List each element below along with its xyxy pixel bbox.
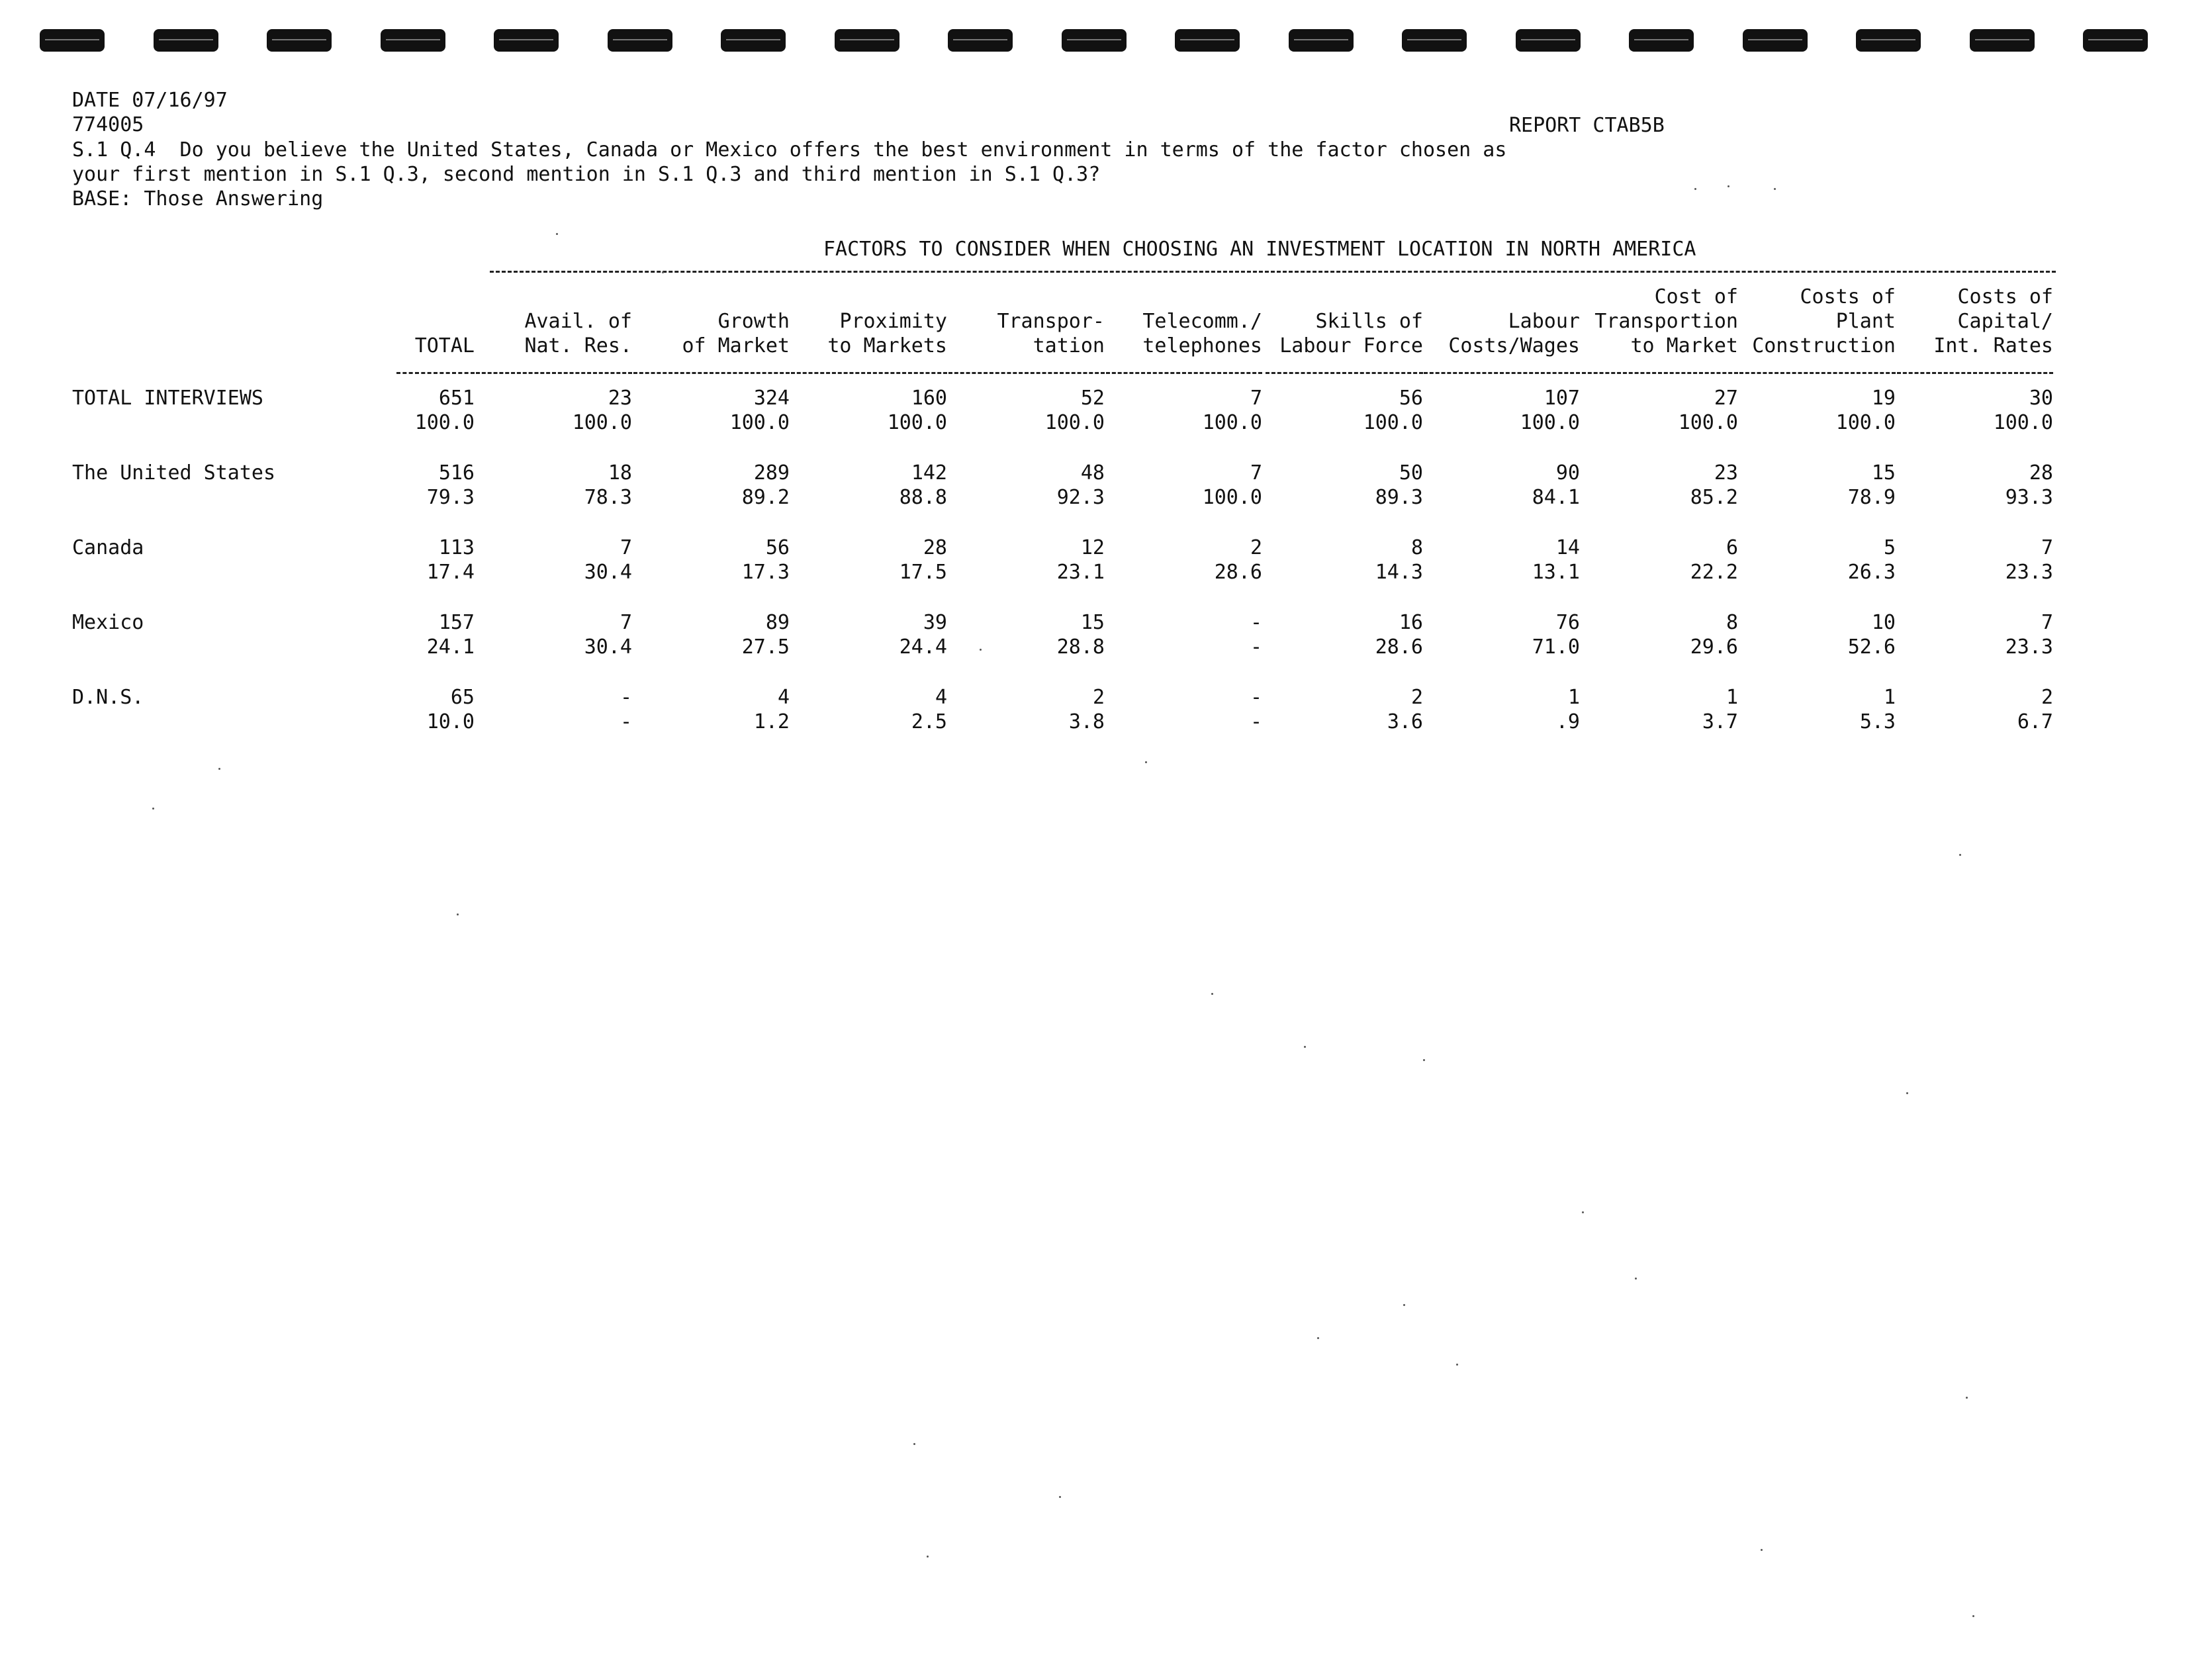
scan-speck [1456,1364,1458,1366]
percent-cell: 14.3 [1375,561,1423,584]
column-rule [1266,372,1423,374]
column-header-11-line2: Capital/ [1957,310,2053,333]
column-header-5-line2: Transpor- [997,310,1105,333]
percent-cell: 24.4 [899,635,947,659]
percent-cell: 13.1 [1532,561,1580,584]
count-cell: 107 [1544,387,1580,410]
punch-hole [1289,29,1354,52]
percent-cell: 10.0 [426,710,475,733]
punch-hole [1629,29,1694,52]
percent-cell: 100.0 [1520,411,1580,434]
question-line-2: your first mention in S.1 Q.3, second mention in S.1 Q.3 and third mention in S.1 Q.3? [72,163,1101,186]
percent-cell: 52.6 [1847,635,1896,659]
count-cell: 157 [438,611,475,634]
punch-hole [721,29,786,52]
count-cell: 56 [765,536,790,559]
percent-cell: 26.3 [1847,561,1896,584]
punch-hole [381,29,445,52]
column-rule [396,372,475,374]
count-cell: 52 [1080,387,1105,410]
scan-speck [1959,854,1961,856]
count-cell: 7 [2041,536,2053,559]
count-cell: 516 [438,461,475,485]
count-cell: 15 [1871,461,1896,485]
column-header-3-line2: Growth [717,310,790,333]
percent-cell: 30.4 [584,635,632,659]
percent-cell: 3.6 [1387,710,1423,733]
count-cell: 7 [1250,387,1262,410]
count-cell: 89 [765,611,790,634]
column-header-4-line2: Proximity [839,310,947,333]
punch-hole [2083,29,2148,52]
punch-hole [154,29,218,52]
count-cell: 160 [911,387,947,410]
percent-cell: 28.6 [1375,635,1423,659]
column-header-7-line3: Labour Force [1279,334,1423,357]
scan-speck [457,913,459,915]
row-label: Canada [72,536,144,559]
row-label: Mexico [72,611,144,634]
count-cell: 2 [1092,686,1105,709]
punch-hole [948,29,1013,52]
count-cell: 7 [2041,611,2053,634]
count-cell: 1 [1883,686,1896,709]
scan-speck [1145,761,1147,763]
scan-speck [556,233,558,235]
percent-cell: 84.1 [1532,486,1580,509]
percent-cell: 24.1 [426,635,475,659]
scan-speck [1728,185,1729,187]
punch-hole [1743,29,1808,52]
count-cell: 324 [753,387,790,410]
column-header-10-line1: Costs of [1800,285,1896,308]
percent-cell: 23.3 [2005,635,2053,659]
percent-cell: 89.2 [741,486,790,509]
percent-cell: 28.6 [1214,561,1262,584]
column-header-7-line2: Skills of [1315,310,1423,333]
count-cell: 8 [1726,611,1738,634]
row-label: D.N.S. [72,686,144,709]
count-cell: 14 [1555,536,1580,559]
column-header-6-line3: telephones [1142,334,1262,357]
question-line-1: S.1 Q.4 Do you believe the United States, Canada or Mexico offers the best environment in terms of the factor chosen as [72,138,1507,162]
percent-cell: 17.5 [899,561,947,584]
scan-speck [1694,188,1696,190]
scan-speck [218,768,220,770]
percent-cell: 23.3 [2005,561,2053,584]
punch-hole [1062,29,1127,52]
scan-speck [1635,1278,1637,1280]
punch-hole [1856,29,1921,52]
percent-cell: 71.0 [1532,635,1580,659]
percent-cell: 23.1 [1056,561,1105,584]
job-number: 774005 [72,113,144,136]
punch-hole [40,29,105,52]
percent-cell: 100.0 [1363,411,1423,434]
count-cell: 56 [1399,387,1423,410]
percent-cell: 22.2 [1690,561,1738,584]
percent-cell: 93.3 [2005,486,2053,509]
count-cell: 113 [438,536,475,559]
percent-cell: 100.0 [1835,411,1896,434]
percent-cell: 27.5 [741,635,790,659]
scan-speck [1423,1059,1425,1061]
percent-cell: 1.2 [753,710,790,733]
percent-cell: 100.0 [1044,411,1105,434]
percent-cell: 88.8 [899,486,947,509]
punch-hole [608,29,672,52]
percent-cell: 100.0 [729,411,790,434]
scan-speck [1403,1304,1405,1306]
column-header-11-line3: Int. Rates [1933,334,2053,357]
count-cell: 65 [450,686,475,709]
count-cell: 90 [1555,461,1580,485]
percent-cell: .9 [1555,710,1580,733]
count-cell: 39 [923,611,947,634]
punch-hole [1175,29,1240,52]
percent-cell: 3.8 [1068,710,1105,733]
punch-hole [267,29,332,52]
scan-speck [1211,993,1213,995]
percent-cell: 5.3 [1859,710,1896,733]
report-id: REPORT CTAB5B [1509,114,1665,137]
scan-speck [1059,1496,1061,1498]
percent-cell: 6.7 [2017,710,2053,733]
column-rule [1424,372,1580,374]
count-cell: 30 [2029,387,2053,410]
scan-speck [1906,1092,1908,1094]
punch-hole [1516,29,1581,52]
column-header-8-line3: Costs/Wages [1448,334,1580,357]
percent-cell: 79.3 [426,486,475,509]
count-cell: 48 [1080,461,1105,485]
count-cell: 50 [1399,461,1423,485]
percent-cell: - [1250,710,1262,733]
percent-cell: - [620,710,632,733]
punch-hole [835,29,899,52]
punch-hole [1970,29,2035,52]
percent-cell: 17.3 [741,561,790,584]
scan-speck [1582,1211,1584,1213]
percent-cell: 28.8 [1056,635,1105,659]
count-cell: 5 [1883,536,1896,559]
count-cell: 4 [935,686,947,709]
column-header-8-line2: Labour [1508,310,1580,333]
scan-speck [662,271,664,273]
percent-cell: 29.6 [1690,635,1738,659]
scan-speck [913,1443,915,1445]
percent-cell: 3.7 [1702,710,1738,733]
count-cell: 1 [1567,686,1580,709]
row-label: The United States [72,461,276,485]
percent-cell: 89.3 [1375,486,1423,509]
percent-cell: 30.4 [584,561,632,584]
question-text [72,138,1594,187]
count-cell: 2 [1250,536,1262,559]
column-header-5-line3: tation [1033,334,1105,357]
scan-speck [927,1556,929,1558]
percent-cell: 100.0 [1202,411,1262,434]
count-cell: 23 [1714,461,1738,485]
column-header-2-line3: Nat. Res. [524,334,632,357]
report-date: DATE 07/16/97 [72,89,228,112]
percent-cell: 85.2 [1690,486,1738,509]
count-cell: 2 [2041,686,2053,709]
count-cell: - [1250,686,1262,709]
column-header-1-line3: TOTAL [414,334,475,357]
count-cell: 7 [1250,461,1262,485]
percent-cell: 100.0 [572,411,632,434]
percent-cell: 100.0 [887,411,947,434]
percent-cell: 17.4 [426,561,475,584]
percent-cell: 100.0 [1993,411,2053,434]
count-cell: 28 [2029,461,2053,485]
banner-rule [490,271,2056,273]
count-cell: 651 [438,387,475,410]
count-cell: 289 [753,461,790,485]
column-header-9-line3: to Market [1630,334,1738,357]
count-cell: 1 [1726,686,1738,709]
count-cell: 15 [1080,611,1105,634]
count-cell: - [1250,611,1262,634]
column-header-11-line1: Costs of [1957,285,2053,308]
column-header-6-line2: Telecomm./ [1142,310,1262,333]
scan-speck [1317,1337,1319,1339]
percent-cell: 100.0 [1202,486,1262,509]
count-cell: 6 [1726,536,1738,559]
column-rule [476,372,632,374]
count-cell: 142 [911,461,947,485]
column-rule [1897,372,2053,374]
punch-hole [1402,29,1467,52]
count-cell: 10 [1871,611,1896,634]
column-rule [633,372,790,374]
column-header-9-line1: Cost of [1654,285,1738,308]
column-header-10-line2: Plant [1835,310,1896,333]
percent-cell: 2.5 [911,710,947,733]
scan-speck [1761,1549,1763,1551]
column-header-3-line3: of Market [682,334,790,357]
count-cell: 28 [923,536,947,559]
scan-speck [1966,1397,1968,1399]
count-cell: - [620,686,632,709]
count-cell: 27 [1714,387,1738,410]
tractor-feed-holes [0,20,2212,73]
scan-speck [1304,1046,1306,1048]
column-header-9-line2: Transportion [1594,310,1738,333]
row-label: TOTAL INTERVIEWS [72,387,263,410]
table-banner: FACTORS TO CONSIDER WHEN CHOOSING AN INVESTMENT LOCATION IN NORTH AMERICA [823,238,1696,261]
scan-speck [980,649,982,651]
count-cell: 2 [1410,686,1423,709]
percent-cell: - [1250,635,1262,659]
count-cell: 7 [620,611,632,634]
count-cell: 18 [608,461,632,485]
count-cell: 7 [620,536,632,559]
count-cell: 76 [1555,611,1580,634]
count-cell: 4 [777,686,790,709]
column-rule [1739,372,1896,374]
count-cell: 12 [1080,536,1105,559]
column-header-4-line3: to Markets [827,334,947,357]
scan-speck [152,808,154,810]
punch-hole [494,29,559,52]
percent-cell: 92.3 [1056,486,1105,509]
scan-speck [1774,188,1776,190]
count-cell: 23 [608,387,632,410]
count-cell: 19 [1871,387,1896,410]
column-header-2-line2: Avail. of [524,310,632,333]
percent-cell: 100.0 [1678,411,1738,434]
count-cell: 8 [1410,536,1423,559]
column-rule [1582,372,1738,374]
column-rule [948,372,1105,374]
base-description: BASE: Those Answering [72,187,324,210]
percent-cell: 78.9 [1847,486,1896,509]
column-header-10-line3: Construction [1752,334,1896,357]
column-rule [791,372,947,374]
column-rule [1106,372,1262,374]
percent-cell: 78.3 [584,486,632,509]
count-cell: 16 [1399,611,1423,634]
percent-cell: 100.0 [414,411,475,434]
scan-speck [1972,1615,1974,1617]
